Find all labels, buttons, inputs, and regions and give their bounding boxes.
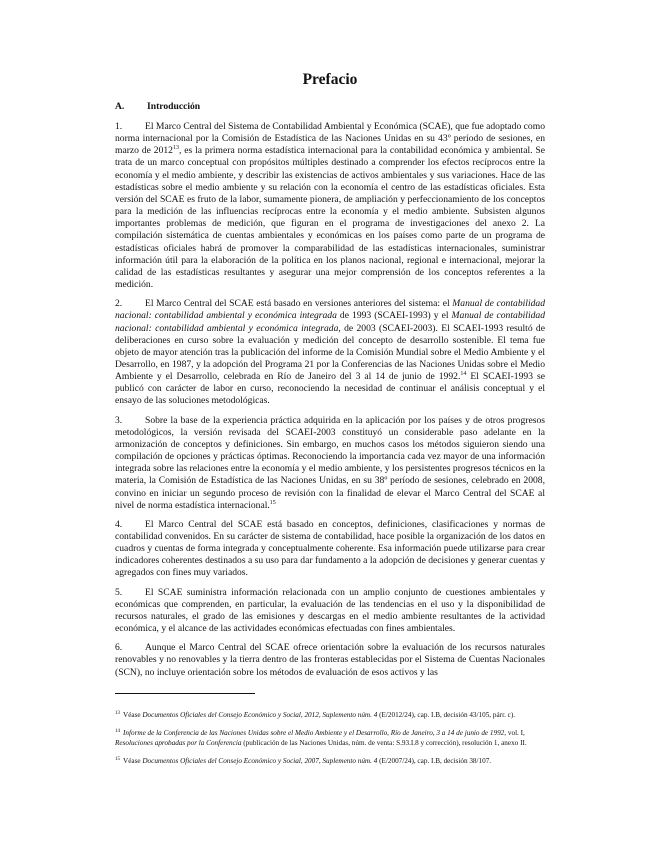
book-title: Manual de contabilidad nacional: contabilidad ambiental y económica integrada (115, 298, 545, 322)
paragraph-text: , de 2003 (SCAEI-2003). El SCAEI-1993 resultó de deliberaciones en curso sobre la evaluación y medición del concepto de desarrollo sostenible. El tema fue objeto de mayor atención tras la publicación del informe de la Comisión Mundial sobre el Medio Ambiente y el Desarrollo, en 1987, y la adopción del Programa 21 por la Conferencias de las Naciones Unidas sobre el Medio Ambiente y el Desarrollo, celebrada en Río de Janeiro del 3 al 14 de junio de 1992. (115, 322, 545, 383)
paragraph-number: 5. (115, 586, 123, 598)
footnote-text: (E/2012/24), cap. I.B, decisión 43/105, párr. c). (377, 710, 516, 719)
footnote-divider (115, 693, 255, 694)
footnote-14 (115, 728, 545, 748)
page-title: Prefacio (302, 71, 358, 88)
footnote-ref[interactable]: 13 (172, 145, 179, 152)
footnote-citation: Documentos Oficiales del Consejo Económico y Social, 2012, Suplemento núm. 4 (142, 710, 378, 719)
footnote-13 (115, 710, 545, 720)
paragraph-5 (115, 587, 545, 636)
paragraph-text: El Marco Central del SCAE está basado en versiones anteriores del sistema: el (145, 298, 453, 310)
paragraph-2 (115, 298, 545, 407)
paragraph-4 (115, 519, 545, 580)
section-letter: A. (115, 101, 125, 112)
paragraph-number: 6. (115, 642, 123, 654)
paragraph-1 (115, 121, 545, 291)
paragraph-text: Sobre la base de la experiencia práctica adquirida en la aplicación por los países y de otros progresos metodológicos, la versión revisada del SCAEI-2003 constituyó un considerable paso adelante en la armonización de conceptos y definiciones. Sin embargo, en muchos casos los métodos siguieron siendo una compilación de opciones y prácticas óptimas. Reconociendo la importancia cada vez mayor de una información integrada sobre las relaciones entre la economía y el medio ambiente, y los persistentes progresos técnicos en la materia, la Comisión de Estadística de las Naciones Unidas, en su 38º período de sesiones, celebrado en 2008, convino en iniciar un segundo proceso de revisión con la finalidad de elevar el Marco Central del SCAE al nivel de norma estadística internacional. (115, 414, 545, 511)
book-title: Manual de contabilidad nacional: contabilidad ambiental y económica integrada (115, 310, 546, 334)
paragraph-text: El Marco Central del Sistema de Contabilidad Ambiental y Económica (SCAE), que fue adoptado como norma internacional por la Comisión de Estadística de las Naciones Unidas en su 43º período de sesiones, en marzo de 2012 (115, 121, 545, 157)
footnote-text: Véase (123, 756, 143, 765)
footnote-text: Véase (123, 710, 143, 719)
footnote-number: 14 (115, 728, 120, 734)
footnote-ref[interactable]: 14 (460, 371, 467, 378)
paragraph-text: El Marco Central del SCAE está basado en conceptos, definiciones, clasificaciones y normas de contabilidad convenidos. En su carácter de sistema de contabilidad, hace posible la organización de los datos en cuadros y cuentas de forma integrada y conceptualmente coherente. Esa información puede utilizarse para crear indicadores coherentes destinados a su uso para dar fundamento a la adopción de decisiones y generar cuentas y agregados con fines muy variados. (115, 518, 545, 579)
section-heading (115, 101, 545, 113)
footnote-number: 13 (115, 710, 120, 716)
paragraph-number: 3. (115, 414, 123, 426)
paragraph-number: 2. (115, 298, 123, 310)
section-title: Introducción (147, 101, 201, 112)
footnote-text: , vol. I, (504, 728, 525, 737)
footnote-text: (publicación de las Naciones Unidas, núm. de venta: S.93.I.8 y corrección), resolución 1, anexo II. (241, 738, 527, 747)
paragraph-text: de 1993 (SCAEI-1993) y el (336, 310, 452, 322)
footnote-ref[interactable]: 15 (269, 499, 276, 506)
footnote-number: 15 (115, 756, 120, 762)
paragraph-6 (115, 642, 545, 678)
footnote-text: (E/2007/24), cap. I.B, decisión 38/107. (377, 756, 492, 765)
paragraph-3 (115, 415, 545, 512)
paragraph-text: El SCAE suministra información relacionada con un amplio conjunto de cuestiones ambientales y económicas que comprenden, en particular, la evaluación de las tendencias en el uso y la disponibilidad de recursos naturales, el grado de las emisiones y descargas en el medio ambiente resultantes de la actividad económica, y el alcance de las actividades económicas efectuadas con fines ambientales. (115, 586, 545, 635)
footnote-citation: Documentos Oficiales del Consejo Económico y Social, 2007, Suplemento núm. 4 (142, 756, 378, 765)
paragraph-number: 1. (115, 121, 123, 132)
paragraph-text: Aunque el Marco Central del SCAE ofrece orientación sobre la evaluación de los recursos naturales renovables y no renovables y la tierra dentro de las fronteras establecidas por el Sistema de Cuentas Nacionales (SCN), no incluye orientación sobre los métodos de evaluación de esos activos y las (115, 642, 545, 678)
footnote-15 (115, 756, 545, 766)
paragraph-text: , es la primera norma estadística internacional para la contabilidad económica y ambiental. Se trata de un marco conceptual con propósitos múltiples destinado a comprender los efectos recíprocos entre la economía y el medio ambiente, y describir las existencias de activos ambientales y sus variaciones. Hace de las estadísticas sobre el medio ambiente y su relación con la economía el centro de las estadísticas oficiales. Esta versión del SCAE es fruto de la labor, sumamente pionera, de ampliación y perfeccionamiento de los conceptos para la medición de las influencias recíprocas entre la economía y el medio ambiente. Subsisten algunos importantes problemas de medición, que figuran en el programa de investigaciones del anexo 2. La compilación sistemática de cuentas ambientales y económicas en los países como parte de un programa de estadísticas oficiales habrá de promover la comparabilidad de las estadísticas internacionales, suministrar información útil para la elaboración de la política en los planos nacional, regional e internacional, mejorar la calidad de las estadísticas resultantes y asegurar una mejor comprensión de los conceptos referentes a la medición. (115, 145, 546, 291)
footnote-citation: Resoluciones aprobadas por la Conferencia (115, 738, 242, 747)
footnote-citation: Informe de la Conferencia de las Naciones Unidas sobre el Medio Ambiente y el Desarrollo, Río de Janeiro, 3 a 14 de junio de 1992 (123, 728, 505, 737)
paragraph-text: El SCAEI-1993 se publicó con carácter de labor en curso, reconociendo la necesidad de continuar el análisis conceptual y el ensayo de las soluciones metodológicas. (115, 371, 545, 407)
paragraph-number: 4. (115, 518, 123, 530)
